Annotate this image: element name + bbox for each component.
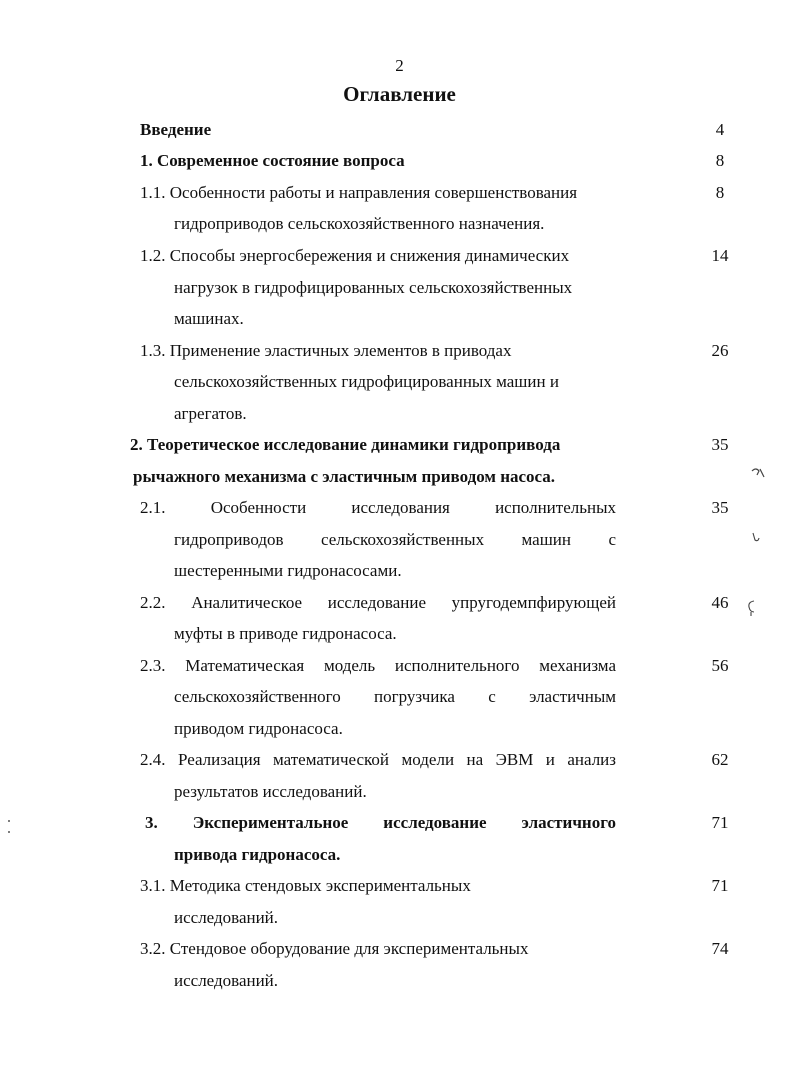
toc-page: 8 (715, 183, 725, 202)
toc-page: 35 (711, 498, 729, 517)
toc-entry-1-2-cont: машинах. (174, 309, 244, 328)
toc-page: 26 (711, 341, 729, 360)
toc-page: 71 (711, 813, 729, 832)
scan-speck (6, 818, 14, 838)
toc-page: 8 (715, 151, 725, 170)
toc-entry-2-1[interactable]: 2.1. Особенности исследования исполнительных (140, 498, 616, 517)
toc-entry-2-2[interactable]: 2.2. Аналитическое исследование упругодемпфирующей (140, 593, 616, 612)
toc-entry-2-3-cont: сельскохозяйственного погрузчика с эластичным (174, 687, 616, 706)
toc-entry-2-1-cont: гидроприводов сельскохозяйственных машин с (174, 530, 616, 549)
toc-entry-1[interactable]: 1. Современное состояние вопроса (140, 151, 405, 170)
toc-entry-3-cont: привода гидронасоса. (174, 845, 341, 864)
toc-entry-2-4-cont: результатов исследований. (174, 782, 367, 801)
toc-entry-2-4[interactable]: 2.4. Реализация математической модели на ЭВМ и анализ (140, 750, 616, 769)
toc-page: 62 (711, 750, 729, 769)
toc-page: 4 (715, 120, 725, 139)
toc-entry-1-1-cont: гидроприводов сельскохозяйственного назначения. (174, 214, 545, 233)
toc-entry-1-3-cont: агрегатов. (174, 404, 247, 423)
scan-speck (746, 598, 758, 618)
scan-speck (750, 530, 762, 544)
toc-entry-2-3-cont: приводом гидронасоса. (174, 719, 343, 738)
toc-page: 14 (711, 246, 729, 265)
toc-entry-2-2-cont: муфты в приводе гидронасоса. (174, 624, 397, 643)
toc-page: 71 (711, 876, 729, 895)
toc-title: Оглавление (343, 82, 456, 106)
toc-page: 35 (711, 435, 729, 454)
toc-page: 74 (711, 939, 729, 958)
toc-entry-2[interactable]: 2. Теоретическое исследование динамики гидропривода (130, 435, 561, 454)
toc-entry-1-2-cont: нагрузок в гидрофицированных сельскохозяйственных (174, 278, 573, 297)
toc-entry-1-3-cont: сельскохозяйственных гидрофицированных машин и (174, 372, 559, 391)
toc-entry-3-1-cont: исследований. (174, 908, 279, 927)
toc-page: 46 (711, 593, 729, 612)
page-number: 2 (395, 56, 404, 75)
toc-entry-1-1[interactable]: 1.1. Особенности работы и направления совершенствования (140, 183, 578, 202)
toc-entry-2-3[interactable]: 2.3. Математическая модель исполнительного механизма (140, 656, 616, 675)
toc-entry-2-1-cont: шестеренными гидронасосами. (174, 561, 402, 580)
toc-entry-intro[interactable]: Введение (140, 120, 212, 139)
toc-page: 56 (711, 656, 729, 675)
toc-entry-3-1[interactable]: 3.1. Методика стендовых экспериментальных (140, 876, 471, 895)
toc-entry-3[interactable]: 3. Экспериментальное исследование эластичного (145, 813, 616, 832)
toc-entry-1-3[interactable]: 1.3. Применение эластичных элементов в приводах (140, 341, 512, 360)
scan-speck (750, 465, 766, 481)
toc-entry-3-2[interactable]: 3.2. Стендовое оборудование для экспериментальных (140, 939, 529, 958)
toc-entry-1-2[interactable]: 1.2. Способы энергосбережения и снижения динамических (140, 246, 570, 265)
toc-entry-3-2-cont: исследований. (174, 971, 279, 990)
toc-entry-2-cont: рычажного механизма с эластичным приводом насоса. (133, 467, 556, 486)
